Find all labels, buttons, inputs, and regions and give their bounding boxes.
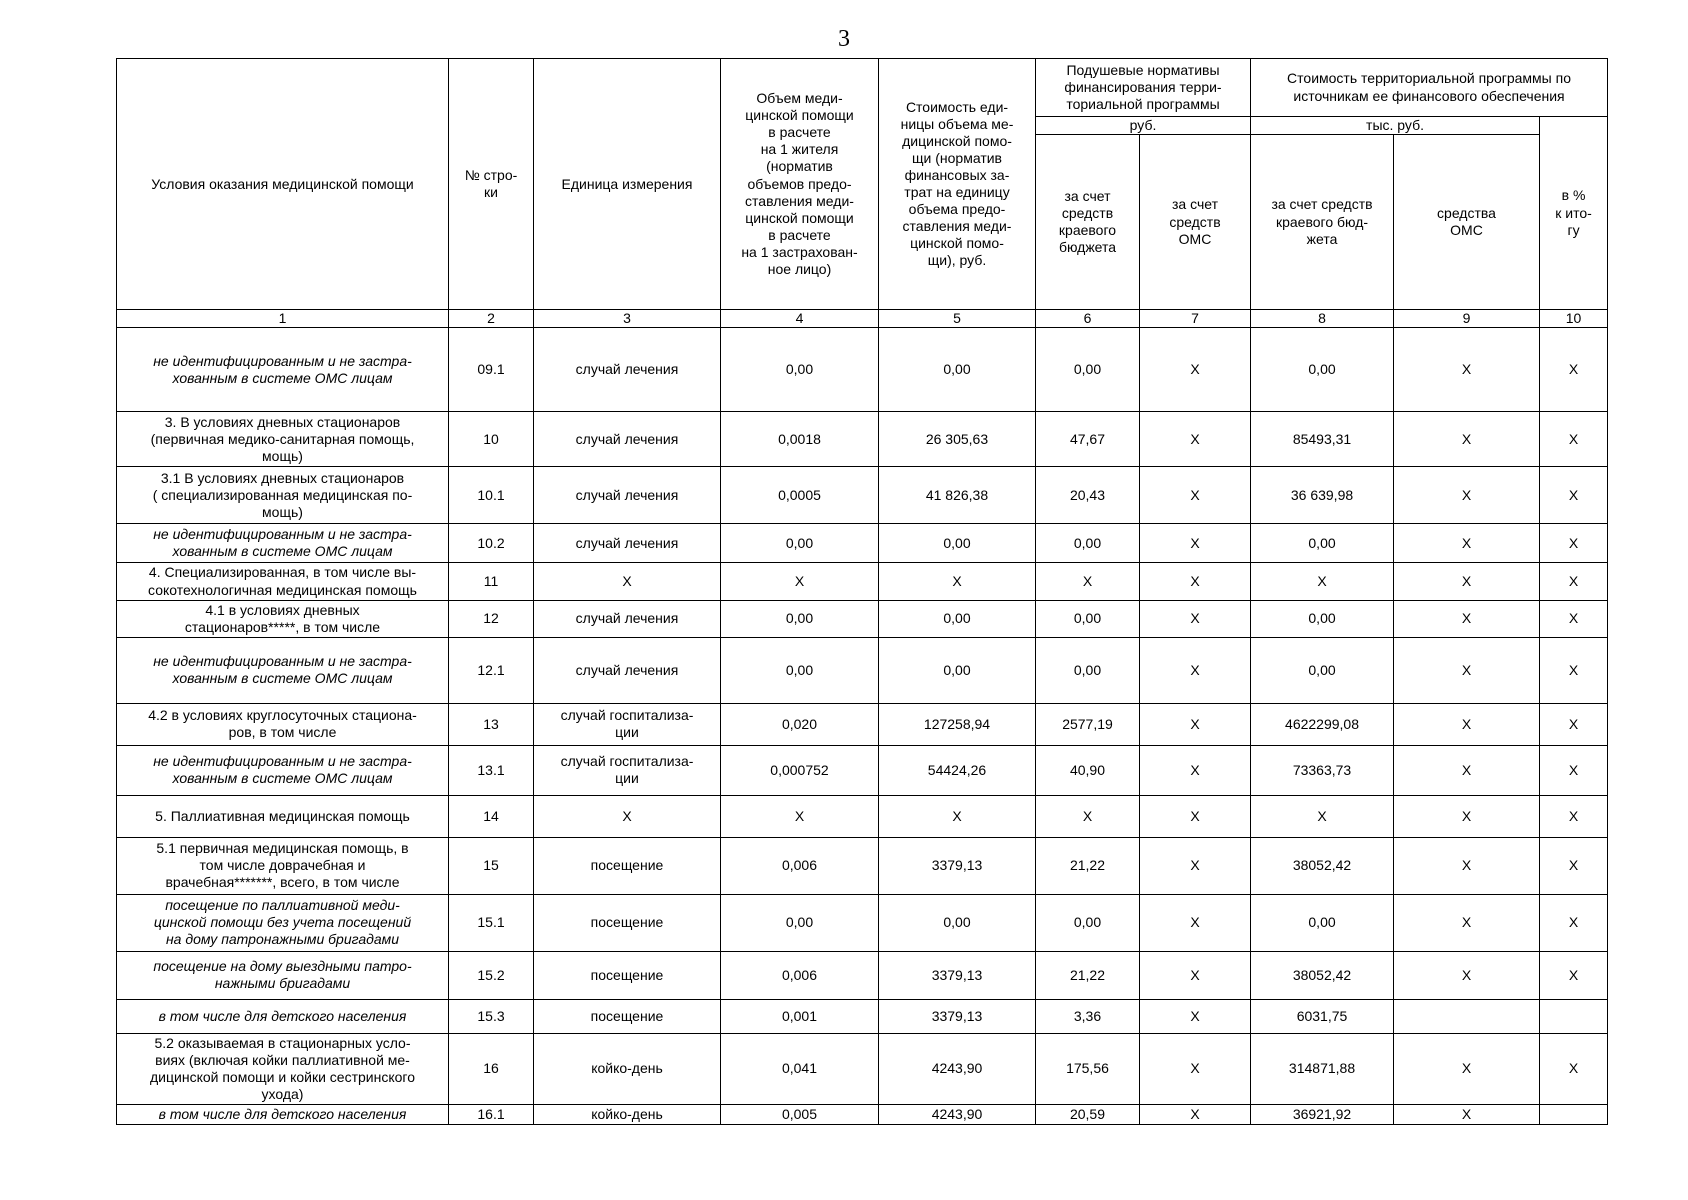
volume-cell: 0,00 — [721, 524, 879, 563]
regional-budget-norm-cell: 0,00 — [1036, 524, 1140, 563]
column-number: 3 — [534, 310, 721, 328]
line-number-cell: 12.1 — [449, 637, 534, 703]
line-number-cell: 10.2 — [449, 524, 534, 563]
oms-cost-cell: Х — [1394, 837, 1540, 894]
line-number-cell: 16.1 — [449, 1105, 534, 1125]
header-unit-thousand-rub: тыс. руб. — [1251, 117, 1540, 135]
volume-cell: 0,00 — [721, 328, 879, 412]
oms-norm-cell: Х — [1140, 563, 1251, 600]
regional-budget-cost-cell: 0,00 — [1251, 894, 1394, 951]
unit-cell: случай лечения — [534, 412, 721, 467]
oms-cost-cell: Х — [1394, 1033, 1540, 1104]
regional-budget-norm-cell: 0,00 — [1036, 637, 1140, 703]
column-number-row — [117, 310, 1608, 328]
percent-cell: Х — [1540, 703, 1608, 745]
condition-cell: не идентифицированным и не застра- хованным в системе ОМС лицам — [117, 637, 449, 703]
unit-cost-cell: 3379,13 — [879, 837, 1036, 894]
unit-cost-cell: Х — [879, 563, 1036, 600]
percent-cell: Х — [1540, 600, 1608, 637]
line-number-cell: 15.3 — [449, 999, 534, 1033]
regional-budget-cost-cell: 314871,88 — [1251, 1033, 1394, 1104]
volume-cell: 0,000752 — [721, 745, 879, 795]
oms-cost-cell: Х — [1394, 795, 1540, 837]
unit-cost-cell: 0,00 — [879, 600, 1036, 637]
regional-budget-cost-cell: 73363,73 — [1251, 745, 1394, 795]
column-number: 8 — [1251, 310, 1394, 328]
financing-table — [116, 58, 1608, 1125]
oms-cost-cell: Х — [1394, 745, 1540, 795]
volume-cell: 0,020 — [721, 703, 879, 745]
volume-cell: Х — [721, 795, 879, 837]
oms-cost-cell: Х — [1394, 951, 1540, 999]
regional-budget-cost-cell: 85493,31 — [1251, 412, 1394, 467]
oms-cost-cell: Х — [1394, 524, 1540, 563]
table-row — [117, 894, 1608, 951]
header-program-cost-group: Стоимость территориальной программы по источникам ее финансового обеспечения — [1251, 59, 1608, 117]
table-row — [117, 999, 1608, 1033]
table-row — [117, 524, 1608, 563]
regional-budget-cost-cell: 36 639,98 — [1251, 467, 1394, 524]
volume-cell: 0,006 — [721, 951, 879, 999]
regional-budget-cost-cell: 0,00 — [1251, 600, 1394, 637]
unit-cell: случай лечения — [534, 524, 721, 563]
unit-cell: случай лечения — [534, 637, 721, 703]
oms-norm-cell: Х — [1140, 951, 1251, 999]
regional-budget-cost-cell: Х — [1251, 795, 1394, 837]
oms-norm-cell: Х — [1140, 999, 1251, 1033]
condition-cell: 5.2 оказываемая в стационарных усло- виях (включая койки паллиативной ме- дицинской помощи и койки сестринского ухода) — [117, 1033, 449, 1104]
percent-cell: Х — [1540, 524, 1608, 563]
condition-cell: не идентифицированным и не застра- хованным в системе ОМС лицам — [117, 524, 449, 563]
volume-cell: 0,0018 — [721, 412, 879, 467]
table-row — [117, 600, 1608, 637]
unit-cost-cell: 41 826,38 — [879, 467, 1036, 524]
oms-cost-cell — [1394, 999, 1540, 1033]
line-number-cell: 15.1 — [449, 894, 534, 951]
header-regional-budget-cost: за счет средств краевого бюд- жета — [1251, 135, 1394, 310]
oms-cost-cell: Х — [1394, 600, 1540, 637]
unit-cost-cell: 4243,90 — [879, 1033, 1036, 1104]
column-number: 7 — [1140, 310, 1251, 328]
oms-norm-cell: Х — [1140, 637, 1251, 703]
percent-cell: Х — [1540, 1033, 1608, 1104]
unit-cell: случай лечения — [534, 328, 721, 412]
column-number: 2 — [449, 310, 534, 328]
unit-cell: Х — [534, 563, 721, 600]
table-row — [117, 412, 1608, 467]
regional-budget-norm-cell: 20,59 — [1036, 1105, 1140, 1125]
condition-cell: 3. В условиях дневных стационаров (первичная медико-санитарная помощь, мощь) — [117, 412, 449, 467]
oms-cost-cell: Х — [1394, 412, 1540, 467]
condition-cell: 4.2 в условиях круглосуточных стациона- ров, в том числе — [117, 703, 449, 745]
header-unit-cost: Стоимость еди- ницы объема ме- дицинской помо- щи (норматив финансовых за- трат на единицу объема предо- ставления меди- цинской помо- щи), руб. — [879, 59, 1036, 310]
oms-norm-cell: Х — [1140, 328, 1251, 412]
page-number: 3 — [838, 26, 850, 52]
regional-budget-norm-cell: 21,22 — [1036, 837, 1140, 894]
header-regional-budget: за счет средств краевого бюджета — [1036, 135, 1140, 310]
regional-budget-cost-cell: Х — [1251, 563, 1394, 600]
oms-cost-cell: Х — [1394, 328, 1540, 412]
oms-norm-cell: Х — [1140, 467, 1251, 524]
oms-norm-cell: Х — [1140, 894, 1251, 951]
oms-cost-cell: Х — [1394, 563, 1540, 600]
unit-cell: случай госпитализа- ции — [534, 745, 721, 795]
table-row — [117, 467, 1608, 524]
unit-cost-cell: Х — [879, 795, 1036, 837]
volume-cell: 0,00 — [721, 894, 879, 951]
condition-cell: посещение на дому выездными патро- нажными бригадами — [117, 951, 449, 999]
unit-cost-cell: 26 305,63 — [879, 412, 1036, 467]
oms-cost-cell: Х — [1394, 467, 1540, 524]
oms-norm-cell: Х — [1140, 795, 1251, 837]
unit-cost-cell: 4243,90 — [879, 1105, 1036, 1125]
percent-cell: Х — [1540, 412, 1608, 467]
percent-cell: Х — [1540, 837, 1608, 894]
unit-cell: Х — [534, 795, 721, 837]
line-number-cell: 13 — [449, 703, 534, 745]
header-per-capita-group: Подушевые нормативы финансирования терри- ториальной программы — [1036, 59, 1251, 117]
unit-cell: случай госпитализа- ции — [534, 703, 721, 745]
oms-norm-cell: Х — [1140, 745, 1251, 795]
regional-budget-cost-cell: 38052,42 — [1251, 951, 1394, 999]
volume-cell: 0,0005 — [721, 467, 879, 524]
oms-cost-cell: Х — [1394, 703, 1540, 745]
oms-norm-cell: Х — [1140, 412, 1251, 467]
table-row — [117, 703, 1608, 745]
regional-budget-cost-cell: 4622299,08 — [1251, 703, 1394, 745]
line-number-cell: 12 — [449, 600, 534, 637]
percent-cell — [1540, 1105, 1608, 1125]
regional-budget-norm-cell: 40,90 — [1036, 745, 1140, 795]
line-number-cell: 16 — [449, 1033, 534, 1104]
percent-cell: Х — [1540, 467, 1608, 524]
volume-cell: 0,005 — [721, 1105, 879, 1125]
volume-cell: Х — [721, 563, 879, 600]
regional-budget-norm-cell: 47,67 — [1036, 412, 1140, 467]
header-conditions: Условия оказания медицинской помощи — [117, 59, 449, 310]
line-number-cell: 10.1 — [449, 467, 534, 524]
column-number: 9 — [1394, 310, 1540, 328]
header-line-number: № стро- ки — [449, 59, 534, 310]
condition-cell: 3.1 В условиях дневных стационаров ( специализированная медицинская по- мощь) — [117, 467, 449, 524]
header-unit: Единица измерения — [534, 59, 721, 310]
regional-budget-cost-cell: 6031,75 — [1251, 999, 1394, 1033]
regional-budget-norm-cell: 175,56 — [1036, 1033, 1140, 1104]
header-oms-cost: средства ОМС — [1394, 135, 1540, 310]
header-percent: в % к ито- гу — [1540, 117, 1608, 310]
percent-cell — [1540, 999, 1608, 1033]
percent-cell: Х — [1540, 951, 1608, 999]
percent-cell: Х — [1540, 328, 1608, 412]
regional-budget-cost-cell: 0,00 — [1251, 328, 1394, 412]
regional-budget-norm-cell: 0,00 — [1036, 894, 1140, 951]
unit-cell: посещение — [534, 894, 721, 951]
line-number-cell: 13.1 — [449, 745, 534, 795]
regional-budget-cost-cell: 0,00 — [1251, 637, 1394, 703]
condition-cell: не идентифицированным и не застра- хованным в системе ОМС лицам — [117, 745, 449, 795]
oms-cost-cell: Х — [1394, 894, 1540, 951]
volume-cell: 0,006 — [721, 837, 879, 894]
regional-budget-norm-cell: 2577,19 — [1036, 703, 1140, 745]
unit-cell: случай лечения — [534, 467, 721, 524]
column-number: 10 — [1540, 310, 1608, 328]
regional-budget-norm-cell: 3,36 — [1036, 999, 1140, 1033]
table-row — [117, 1033, 1608, 1104]
line-number-cell: 09.1 — [449, 328, 534, 412]
table-row — [117, 795, 1608, 837]
percent-cell: Х — [1540, 745, 1608, 795]
percent-cell: Х — [1540, 795, 1608, 837]
line-number-cell: 11 — [449, 563, 534, 600]
unit-cost-cell: 0,00 — [879, 894, 1036, 951]
regional-budget-norm-cell: Х — [1036, 795, 1140, 837]
line-number-cell: 15.2 — [449, 951, 534, 999]
regional-budget-cost-cell: 36921,92 — [1251, 1105, 1394, 1125]
column-number: 4 — [721, 310, 879, 328]
percent-cell: Х — [1540, 894, 1608, 951]
condition-cell: 5.1 первичная медицинская помощь, в том числе доврачебная и врачебная*******, всего, в том числе — [117, 837, 449, 894]
header-volume: Объем меди- цинской помощи в расчете на 1 жителя (норматив объемов предо- ставления меди- цинской помощи в расчете на 1 застрахован- ное лицо) — [721, 59, 879, 310]
regional-budget-cost-cell: 0,00 — [1251, 524, 1394, 563]
column-number: 6 — [1036, 310, 1140, 328]
unit-cost-cell: 3379,13 — [879, 999, 1036, 1033]
volume-cell: 0,041 — [721, 1033, 879, 1104]
unit-cost-cell: 0,00 — [879, 328, 1036, 412]
unit-cell: койко-день — [534, 1105, 721, 1125]
condition-cell: 4.1 в условиях дневных стационаров*****, в том числе — [117, 600, 449, 637]
oms-norm-cell: Х — [1140, 1105, 1251, 1125]
table-row — [117, 563, 1608, 600]
unit-cell: посещение — [534, 837, 721, 894]
regional-budget-cost-cell: 38052,42 — [1251, 837, 1394, 894]
unit-cost-cell: 3379,13 — [879, 951, 1036, 999]
unit-cell: посещение — [534, 951, 721, 999]
unit-cost-cell: 127258,94 — [879, 703, 1036, 745]
table-row — [117, 745, 1608, 795]
line-number-cell: 14 — [449, 795, 534, 837]
column-number: 1 — [117, 310, 449, 328]
regional-budget-norm-cell: 21,22 — [1036, 951, 1140, 999]
condition-cell: в том числе для детского населения — [117, 1105, 449, 1125]
column-number: 5 — [879, 310, 1036, 328]
volume-cell: 0,00 — [721, 600, 879, 637]
percent-cell: Х — [1540, 637, 1608, 703]
oms-norm-cell: Х — [1140, 600, 1251, 637]
line-number-cell: 10 — [449, 412, 534, 467]
line-number-cell: 15 — [449, 837, 534, 894]
header-unit-rub: руб. — [1036, 117, 1251, 135]
regional-budget-norm-cell: 0,00 — [1036, 328, 1140, 412]
oms-cost-cell: Х — [1394, 1105, 1540, 1125]
unit-cell: случай лечения — [534, 600, 721, 637]
oms-norm-cell: Х — [1140, 703, 1251, 745]
table-row — [117, 951, 1608, 999]
oms-norm-cell: Х — [1140, 837, 1251, 894]
unit-cost-cell: 54424,26 — [879, 745, 1036, 795]
oms-norm-cell: Х — [1140, 524, 1251, 563]
table-row — [117, 637, 1608, 703]
condition-cell: в том числе для детского населения — [117, 999, 449, 1033]
condition-cell: не идентифицированным и не застра- хованным в системе ОМС лицам — [117, 328, 449, 412]
table-row — [117, 1105, 1608, 1125]
unit-cost-cell: 0,00 — [879, 524, 1036, 563]
unit-cell: посещение — [534, 999, 721, 1033]
percent-cell: Х — [1540, 563, 1608, 600]
oms-cost-cell: Х — [1394, 637, 1540, 703]
header-oms: за счет средств ОМС — [1140, 135, 1251, 310]
condition-cell: 4. Специализированная, в том числе вы- сокотехнологичная медицинская помощь — [117, 563, 449, 600]
volume-cell: 0,00 — [721, 637, 879, 703]
oms-norm-cell: Х — [1140, 1033, 1251, 1104]
unit-cost-cell: 0,00 — [879, 637, 1036, 703]
condition-cell: 5. Паллиативная медицинская помощь — [117, 795, 449, 837]
table-row — [117, 837, 1608, 894]
regional-budget-norm-cell: 0,00 — [1036, 600, 1140, 637]
table-row — [117, 328, 1608, 412]
unit-cell: койко-день — [534, 1033, 721, 1104]
regional-budget-norm-cell: Х — [1036, 563, 1140, 600]
condition-cell: посещение по паллиативной меди- цинской помощи без учета посещений на дому патронажными бригадами — [117, 894, 449, 951]
volume-cell: 0,001 — [721, 999, 879, 1033]
regional-budget-norm-cell: 20,43 — [1036, 467, 1140, 524]
